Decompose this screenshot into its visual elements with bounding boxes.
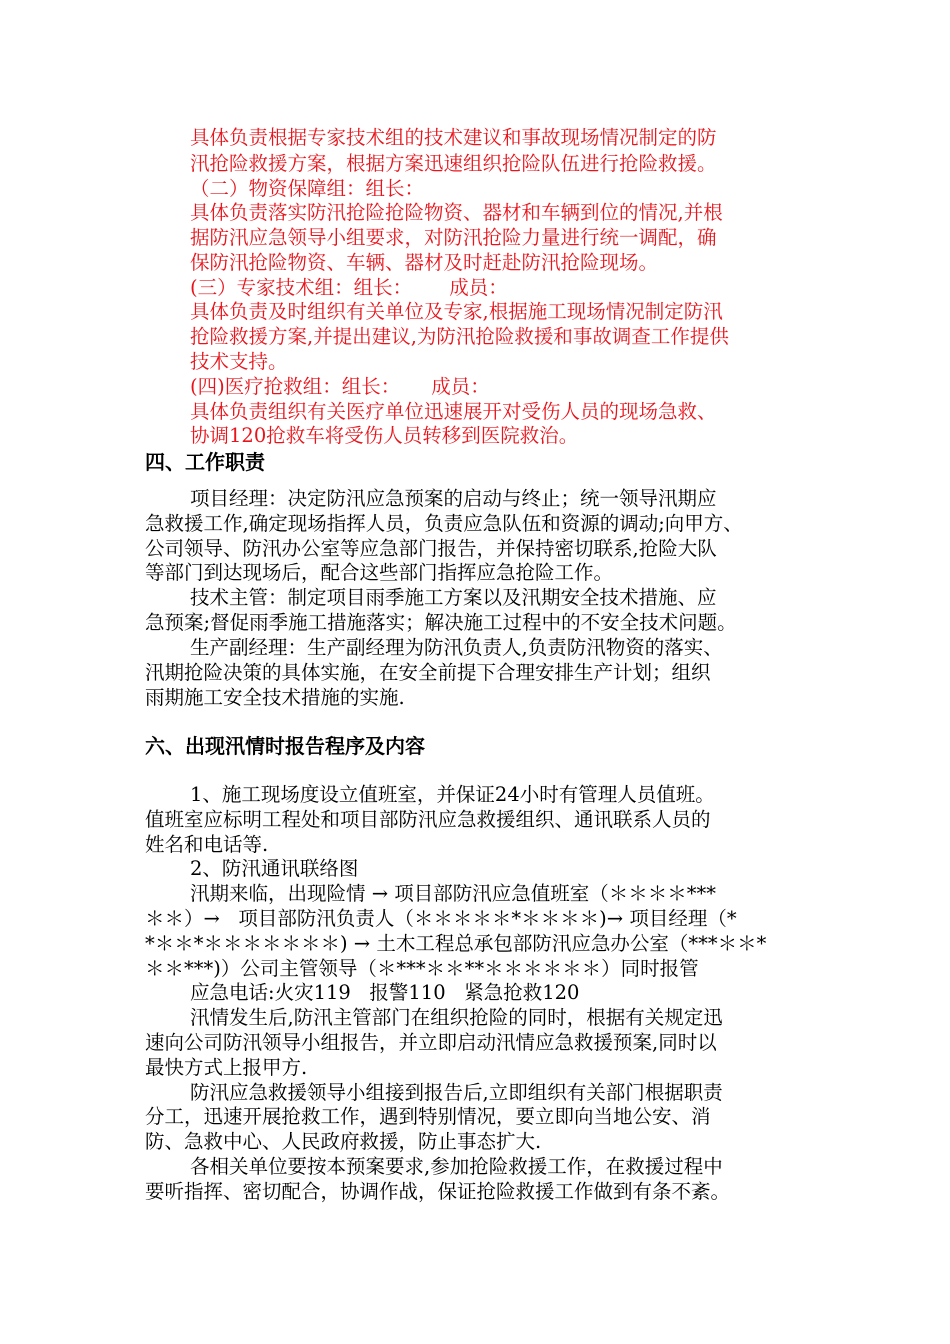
section-6-line-15: 防、急救中心、人民政府救援，防止事态扩大. bbox=[145, 1130, 542, 1153]
red-line-13: 协调120抢救车将受伤人员转移到医院救治。 bbox=[190, 424, 579, 447]
red-line-1: 具体负责根据专家技术组的技术建议和事故现场情况制定的防 bbox=[190, 126, 717, 149]
section-6-line-17: 要听指挥、密切配合，协调作战，保证抢险救援工作做到有条不紊。 bbox=[145, 1180, 731, 1203]
red-line-3: （二）物资保障组：组长： bbox=[190, 177, 425, 200]
section-6-line-12: 最快方式上报甲方. bbox=[145, 1056, 308, 1079]
section-6-line-4: 2、防汛通讯联络图 bbox=[190, 857, 359, 880]
section-4-line-8: 汛期抢险决策的具体实施，在安全前提下合理安排生产计划；组织 bbox=[145, 661, 711, 684]
red-line-11: (四)医疗抢救组：组长： 成员： bbox=[190, 375, 490, 398]
section-6-line-6: ＊＊）→ 项目部防汛负责人（＊＊＊＊＊*＊＊＊＊)→ 项目经理（* bbox=[145, 907, 737, 930]
section-6-line-13: 防汛应急救援领导小组接到报告后,立即组织有关部门根据职责 bbox=[190, 1081, 723, 1104]
red-line-12: 具体负责组织有关医疗单位迅速展开对受伤人员的现场急救、 bbox=[190, 400, 717, 423]
section-4-line-1: 项目经理：决定防汛应急预案的启动与终止；统一领导汛期应 bbox=[190, 487, 717, 510]
section-6-line-16: 各相关单位要按本预案要求,参加抢险救援工作，在救援过程中 bbox=[190, 1155, 723, 1178]
section-4-line-4: 等部门到达现场后，配合这些部门指挥应急抢险工作。 bbox=[145, 561, 614, 584]
section-4-heading: 四、工作职责 bbox=[145, 450, 265, 474]
red-line-7: (三）专家技术组：组长： 成员： bbox=[190, 276, 508, 299]
red-line-6: 保防汛抢险物资、车辆、器材及时赶赴防汛抢险现场。 bbox=[190, 251, 659, 274]
section-4-line-3: 公司领导、防汛办公室等应急部门报告，并保持密切联系,抢险大队 bbox=[145, 537, 717, 560]
section-6-line-1: 1、施工现场度设立值班室，并保证24小时有管理人员值班。 bbox=[190, 783, 715, 806]
section-6-line-11: 速向公司防汛领导小组报告，并立即启动汛情应急救援预案,同时以 bbox=[145, 1031, 717, 1054]
section-6-line-2: 值班室应标明工程处和项目部防汛应急救援组织、通讯联系人员的 bbox=[145, 808, 711, 831]
section-6-line-10: 汛情发生后,防汛主管部门在组织抢险的同时，根据有关规定迅 bbox=[190, 1006, 723, 1029]
section-4-line-5: 技术主管：制定项目雨季施工方案以及汛期安全技术措施、应 bbox=[190, 586, 717, 609]
red-line-10: 技术支持。 bbox=[190, 350, 288, 373]
section-4-line-7: 生产副经理：生产副经理为防汛负责人,负责防汛物资的落实、 bbox=[190, 636, 723, 659]
section-6-line-7: *＊＊*＊＊＊＊＊＊＊) → 土木工程总承包部防汛应急办公室（***＊＊* bbox=[145, 932, 767, 955]
red-line-5: 据防汛应急领导小组要求，对防汛抢险力量进行统一调配，确 bbox=[190, 226, 717, 249]
section-6-line-8: ＊＊***)）公司主管领导（＊***＊＊**＊＊＊＊＊＊）同时报管 bbox=[145, 957, 699, 980]
red-line-9: 抢险救援方案,并提出建议,为防汛抢险救援和事故调查工作提供 bbox=[190, 325, 729, 348]
section-4-line-6: 急预案;督促雨季施工措施落实；解决施工过程中的不安全技术问题。 bbox=[145, 611, 737, 634]
red-line-2: 汛抢险救援方案，根据方案迅速组织抢险队伍进行抢险救援。 bbox=[190, 152, 717, 175]
section-4-line-9: 雨期施工安全技术措施的实施. bbox=[145, 686, 405, 709]
red-line-4: 具体负责落实防汛抢险抢险物资、器材和车辆到位的情况,并根 bbox=[190, 201, 723, 224]
section-6-line-5: 汛期来临，出现险情 → 项目部防汛应急值班室（＊＊＊＊*** bbox=[190, 882, 716, 905]
section-6-heading: 六、出现汛情时报告程序及内容 bbox=[145, 734, 425, 758]
section-6-line-9: 应急电话:火灾119 报警110 紧急抢救120 bbox=[190, 981, 580, 1004]
section-6-line-3: 姓名和电话等. bbox=[145, 833, 269, 856]
section-4-line-2: 急救援工作,确定现场指挥人员，负责应急队伍和资源的调动;向甲方、 bbox=[145, 512, 743, 535]
section-6-line-14: 分工，迅速开展抢救工作，遇到特别情况，要立即向当地公安、消 bbox=[145, 1105, 711, 1128]
red-line-8: 具体负责及时组织有关单位及专家,根据施工现场情况制定防汛 bbox=[190, 300, 723, 323]
